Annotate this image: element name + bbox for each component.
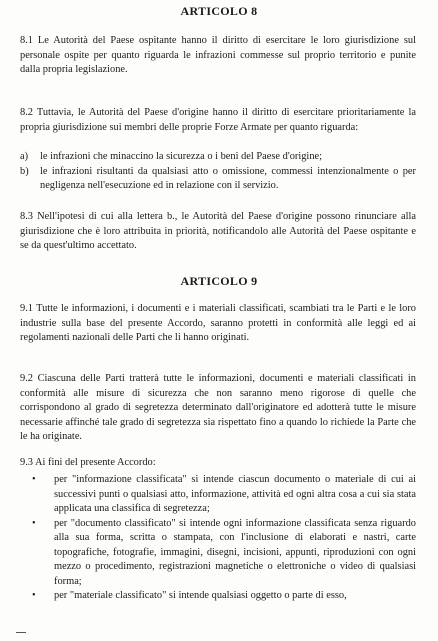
list-item [32, 589, 416, 604]
list-item [20, 165, 416, 194]
list-item [20, 150, 416, 165]
paragraph-8-2: 8.2 Tuttavia, le Autorità del Paese d'origine hanno il diritto di esercitare prioritariamente la propria giurisdizione sui membri delle proprie Forze Armate per quanto riguarda: [20, 107, 416, 133]
bullet-marker: • [32, 590, 36, 601]
list-item-text: per "documento classificato" si intende ogni informazione classificata senza riguardo alla sua forma, scritta o stampata, con l'inclusione di elaborati e nastri, carte topografiche, fotografie, immagini, disegni, incisioni, appunti, riproduzioni con ogni mezzo o procedimento, registrazioni magnetiche o elettroniche o video di qualsiasi forma; [54, 517, 416, 587]
page-edge-mark [16, 632, 26, 633]
paragraph-8-2-list [20, 150, 416, 194]
paragraph-9-3-list [32, 473, 416, 604]
bullet-marker: • [32, 474, 36, 485]
list-item-text: le infrazioni risultanti da qualsiasi atto o omissione, commessi intenzionalmente o per negligenza nell'esecuzione ed in relazione con il servizio. [40, 165, 416, 191]
paragraph-9-2: 9.2 Ciascuna delle Parti tratterà tutte le informazioni, documenti e materiali classificati in conformità alle misure di sicurezza che non saranno meno rigorose di quelle che corrispondono al grado di segretezza determinato dall'originatore ed adotterà tutte le misure necessarie affinché tale grado di segretezza sia rispettato fino a quando lo richiede la Parte che le ha originate. [20, 373, 416, 442]
list-item-text: per "informazione classificata" si intende ciascun documento o materiale di cui ai successivi punti o qualsiasi atto, informazione, attività ed ogni altra cosa a cui sia stata applicata una classifica di segretezza; [54, 474, 416, 514]
article-9-heading: ARTICOLO 9 [180, 274, 258, 288]
paragraph-8-1: 8.1 Le Autorità del Paese ospitante hanno il diritto di esercitare le loro giurisdizione sul personale ospite per quanto riguarda le infrazioni commesse sul proprio territorio e punite dalla propria legislazione. [20, 35, 416, 75]
paragraph-9-1: 9.1 Tutte le informazioni, i documenti e i materiali classificati, scambiati tra le Parti e le loro industrie sulla base del presente Accordo, saranno protetti in conformità alle leggi ed ai regolamenti nazionali delle Parti che li hanno originati. [20, 303, 416, 343]
list-marker: b) [20, 165, 29, 177]
paragraph-8-3: 8.3 Nell'ipotesi di cui alla lettera b., le Autorità del Paese d'origine possono rinunciare alla giurisdizione che è loro attribuita in priorità, notificandolo alle Autorità del Paese ospitante e se da quest'ultimo accettato. [20, 211, 416, 251]
bullet-marker: • [32, 517, 36, 529]
list-item [32, 517, 416, 590]
article-8-heading: ARTICOLO 8 [180, 4, 258, 18]
list-marker: a) [20, 151, 29, 162]
list-item [32, 473, 416, 517]
paragraph-9-3: 9.3 Ai fini del presente Accordo: [20, 457, 156, 468]
list-item-text: le infrazioni che minaccino la sicurezza o i beni del Paese d'origine; [40, 151, 323, 162]
list-item-text: per "materiale classificato" si intende qualsiasi oggetto o parte di esso, [54, 590, 347, 601]
